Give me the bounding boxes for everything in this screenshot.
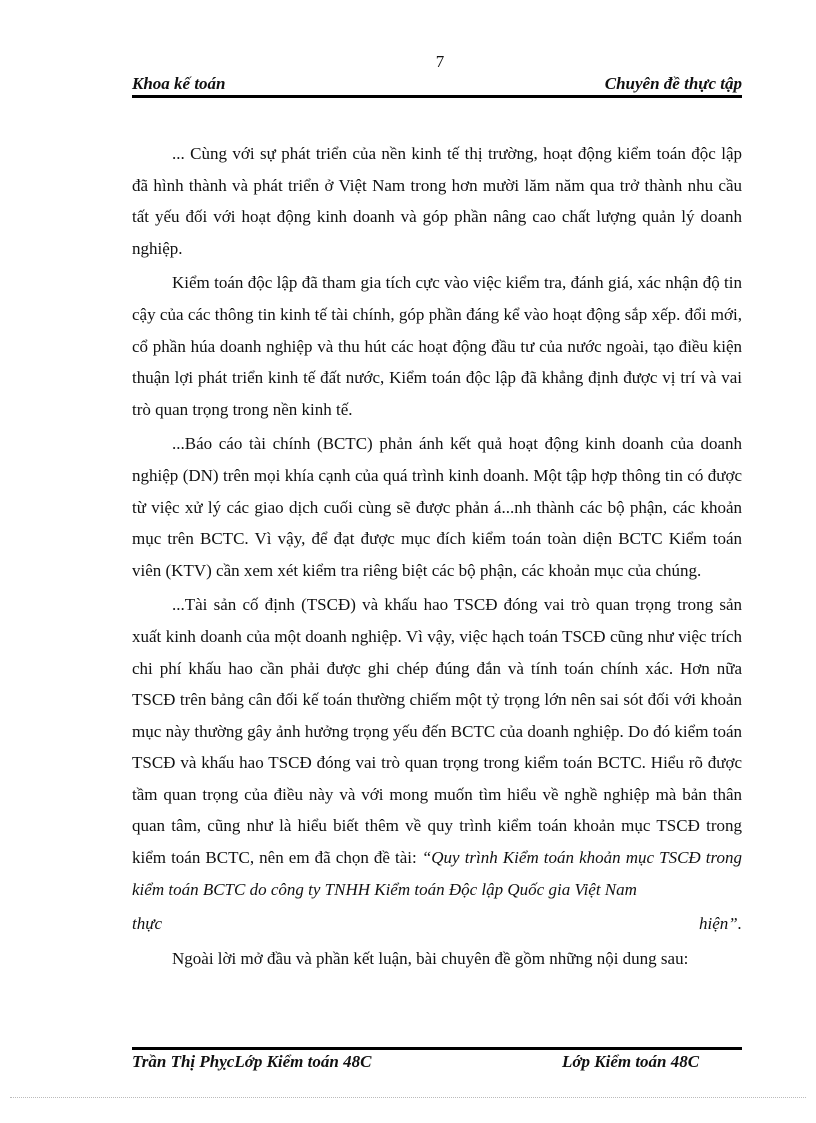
paragraph-4-last-line xyxy=(132,908,742,940)
paragraph-2: Kiểm toán độc lập đã tham gia tích cực vào việc kiểm tra, đánh giá, xác nhận độ tin cậy của các thông tin kinh tế tài chính, góp phần đáng kể vào hoạt động sắp xếp. đổi mới, cổ phần húa doanh nghiệp và thu hút các hoạt động đầu tư của nước ngoài, tạo điều kiện thuận lợi phát triển kinh tế đất nước, Kiểm toán độc lập đã khẳng định được vị trí và vai trò quan trọng trong nền kinh tế. xyxy=(132,273,742,419)
page-header xyxy=(132,74,742,96)
header-faculty: Khoa kế toán xyxy=(132,74,226,93)
footer-class: Lớp Kiểm toán 48C xyxy=(562,1052,700,1071)
footer-author: Trần Thị PhỵcLớp Kiểm toán 48C xyxy=(132,1052,372,1071)
paragraph-1: ... Cùng với sự phát triển của nền kinh tế thị trường, hoạt động kiểm toán độc lập đã hình thành và phát triển ở Việt Nam trong hơn mười lăm năm qua trở thành nhu cầu tất yếu đối với hoạt động kinh doanh và góp phần nâng cao chất lượng quản lý doanh nghiệp. xyxy=(132,144,742,258)
paragraph-4-text: ...Tài sản cố định (TSCĐ) và khấu hao TSCĐ đóng vai trò quan trọng trong sản xuất kinh doanh của một doanh nghiệp. Vì vậy, việc hạch toán TSCĐ cũng như việc trích chi phí khấu hao cần phải được ghi chép đúng đắn và tính toán chính xác. Hơn nữa TSCĐ trên bảng cân đối kế toán thường chiếm một tỷ trọng lớn nên sai sót đối với khoản mục này thường gây ảnh hưởng trọng yếu đến BCTC của doanh nghiệp. Do đó kiểm toán TSCĐ và khấu hao TSCĐ đóng vai trò quan trọng trong kiểm toán BCTC. Hiểu rõ được tầm quan trọng của điều này và với mong muốn tìm hiểu về nghề nghiệp mà bản thân quan tâm, cũng như là hiểu biết thêm về quy trình kiểm toán khoản mục TSCĐ trong kiểm toán BCTC, nên em đã chọn đề tài: xyxy=(132,595,742,868)
paragraph-5: Ngoài lời mở đầu và phần kết luận, bài chuyên đề gồm những nội dung sau: xyxy=(172,948,689,968)
page-edge-divider xyxy=(10,1097,806,1098)
page-footer xyxy=(132,1052,742,1074)
footer-rule xyxy=(132,1047,742,1050)
paragraph-4 xyxy=(132,589,742,905)
thesis-title-end-left: thực xyxy=(132,914,163,934)
thesis-title: “Quy trình Kiểm toán khoản mục TSCĐ trong kiểm toán BCTC do công ty TNHH Kiểm toán Độc lập Quốc gia Việt Nam xyxy=(132,848,743,899)
paragraph-3: ...Báo cáo tài chính (BCTC) phản ánh kết quả hoạt động kinh doanh của doanh nghiệp (DN) trên mọi khía cạnh của quá trình kinh doanh. Một tập hợp thông tin có được từ việc xử lý các giao dịch cuối cùng sẽ được phản á...nh thành các bộ phận, các khoản mục trên BCTC. Vì vậy, để đạt được mục đích kiểm toán toàn diện BCTC Kiểm toán viên (KTV) cần xem xét kiểm tra riêng biệt các bộ phận, các khoản mục của chúng. xyxy=(132,434,742,580)
header-rule xyxy=(132,95,742,98)
page-number: 7 xyxy=(435,52,445,71)
body-text xyxy=(132,138,742,977)
header-document-type: Chuyên đề thực tập xyxy=(604,74,742,93)
thesis-title-end-right: hiện”. xyxy=(699,914,742,934)
